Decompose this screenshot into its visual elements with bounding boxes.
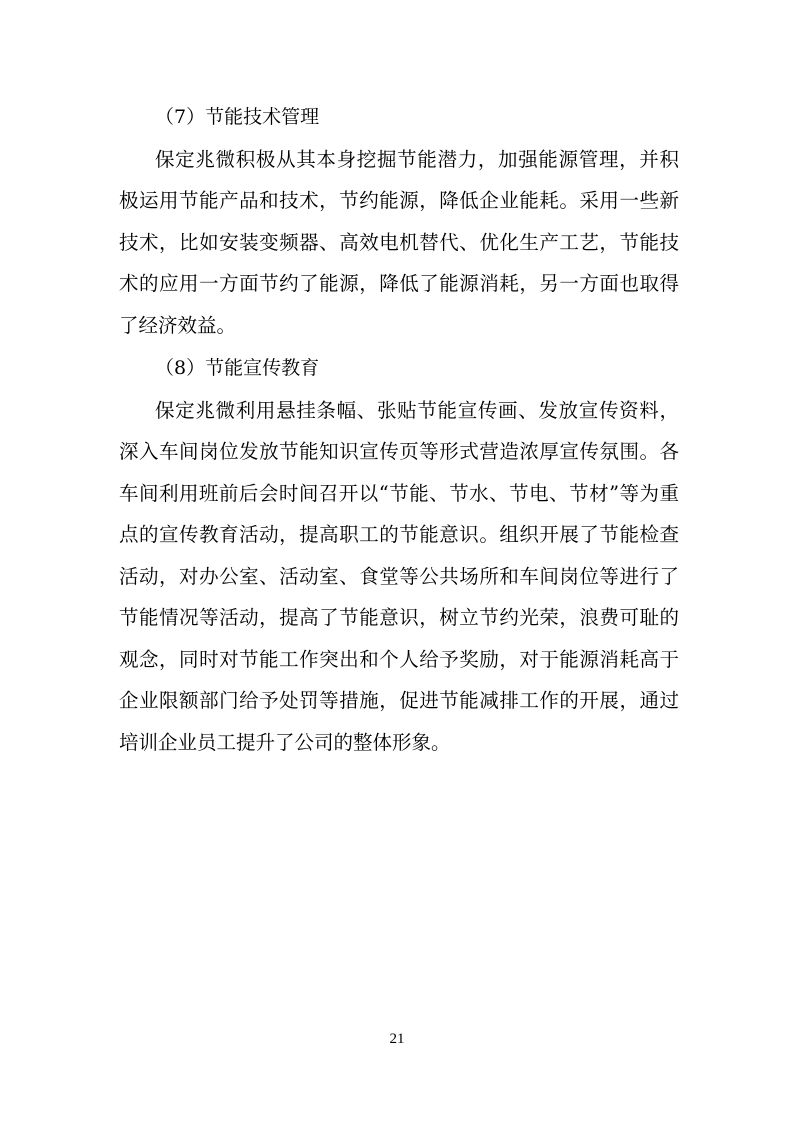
page-number: 21 — [389, 1031, 405, 1047]
paragraph-line: 术的应用一方面节约了能源，降低了能源消耗，另一方面也取得 — [119, 272, 679, 295]
paragraph-line: 保定兆微积极从其本身挖掘节能潜力，加强能源管理，并积 — [155, 148, 679, 171]
paragraph-line: 企业限额部门给予处罚等措施，促进节能减排工作的开展，通过 — [119, 689, 679, 712]
paragraph-line: 点的宣传教育活动，提高职工的节能意识。组织开展了节能检查 — [119, 523, 679, 546]
section-heading-7: （7）节能技术管理 — [155, 106, 320, 128]
paragraph-line: 节能情况等活动，提高了节能意识，树立节约光荣，浪费可耻的 — [119, 606, 679, 629]
section-heading-8: （8）节能宣传教育 — [155, 357, 320, 379]
paragraph-line: 极运用节能产品和技术，节约能源，降低企业能耗。采用一些新 — [119, 189, 679, 212]
paragraph-line: 培训企业员工提升了公司的整体形象。 — [119, 731, 451, 754]
paragraph-line: 技术，比如安装变频器、高效电机替代、优化生产工艺，节能技 — [119, 231, 679, 254]
paragraph-line: 保定兆微利用悬挂条幅、张贴节能宣传画、发放宣传资料， — [155, 399, 679, 422]
paragraph-line: 车间利用班前后会时间召开以“节能、节水、节电、节材”等为重 — [119, 482, 679, 505]
paragraph-line: 活动，对办公室、活动室、食堂等公共场所和车间岗位等进行了 — [119, 565, 679, 588]
paragraph-line: 了经济效益。 — [119, 314, 237, 337]
paragraph-line: 观念，同时对节能工作突出和个人给予奖励，对于能源消耗高于 — [119, 648, 679, 671]
paragraph-line: 深入车间岗位发放节能知识宣传页等形式营造浓厚宣传氛围。各 — [119, 440, 679, 463]
